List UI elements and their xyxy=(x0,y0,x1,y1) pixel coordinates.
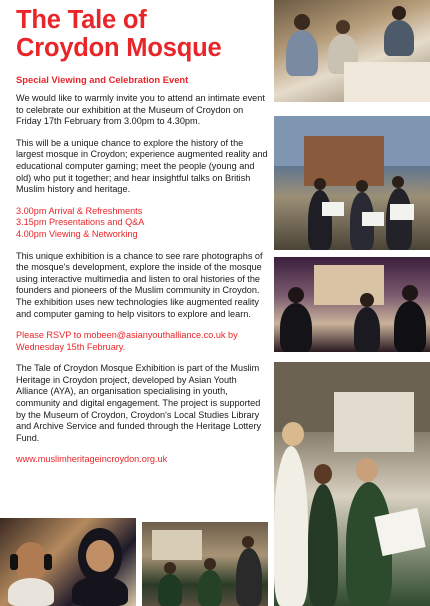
title-line-2: Croydon Mosque xyxy=(16,34,222,62)
exhibition-paragraph: This unique exhibition is a chance to see rare photographs of the mosque's development, explore the inside of the mosque using interactive multimedia and listen to oral histories of the founders and pioneers of the Muslim community in Croydon. The exhibition uses new technologies like augmented reality and computer gaming to help visitors to explore and learn. xyxy=(16,250,263,319)
flyer-text-column xyxy=(16,6,268,464)
exhibition-visit-photo xyxy=(274,257,430,352)
website-link[interactable]: www.muslimheritageincroydon.org.uk xyxy=(16,454,168,465)
students-drawing-photo xyxy=(274,362,430,606)
students-headphones-photo xyxy=(0,518,136,606)
workshop-photo xyxy=(274,0,430,102)
project-paragraph: The Tale of Croydon Mosque Exhibition is part of the Muslim Heritage in Croydon project, developed by Asian Youth Alliance (AYA), an organisation specialising in youth, community and digital engagement. The project is supported by the Museum of Croydon, Croydon's Local Studies Library and Archive Service and funded through the Heritage Lottery Fund. xyxy=(16,363,262,443)
event-description-paragraph: This will be a unique chance to explore the history of the largest mosque in Croydon; experience augmented reality and educational computer gaming; meet the people (young and old) who put it together; and hear insightful talks on British Muslim history and heritage. xyxy=(16,137,268,195)
title-line-1: The Tale of xyxy=(16,6,147,34)
event-schedule xyxy=(16,206,268,241)
schedule-item: 4.00pm Viewing & Networking xyxy=(16,228,138,239)
schedule-item: 3.00pm Arrival & Refreshments xyxy=(16,205,143,216)
page-title xyxy=(16,6,268,62)
schedule-item: 3.15pm Presentations and Q&A xyxy=(16,217,145,228)
street-protest-photo xyxy=(274,116,430,250)
event-subheading: Special Viewing and Celebration Event xyxy=(16,74,189,85)
rsvp-text[interactable]: Please RSVP to mobeen@asianyouthalliance.co.uk by Wednesday 15th February. xyxy=(16,330,238,352)
invitation-paragraph: We would like to warmly invite you to attend an intimate event to celebrate our exhibition at the Museum of Croydon on Friday 17th February from 3.00pm to 4.30pm. xyxy=(16,93,265,127)
classroom-photo xyxy=(142,522,268,606)
